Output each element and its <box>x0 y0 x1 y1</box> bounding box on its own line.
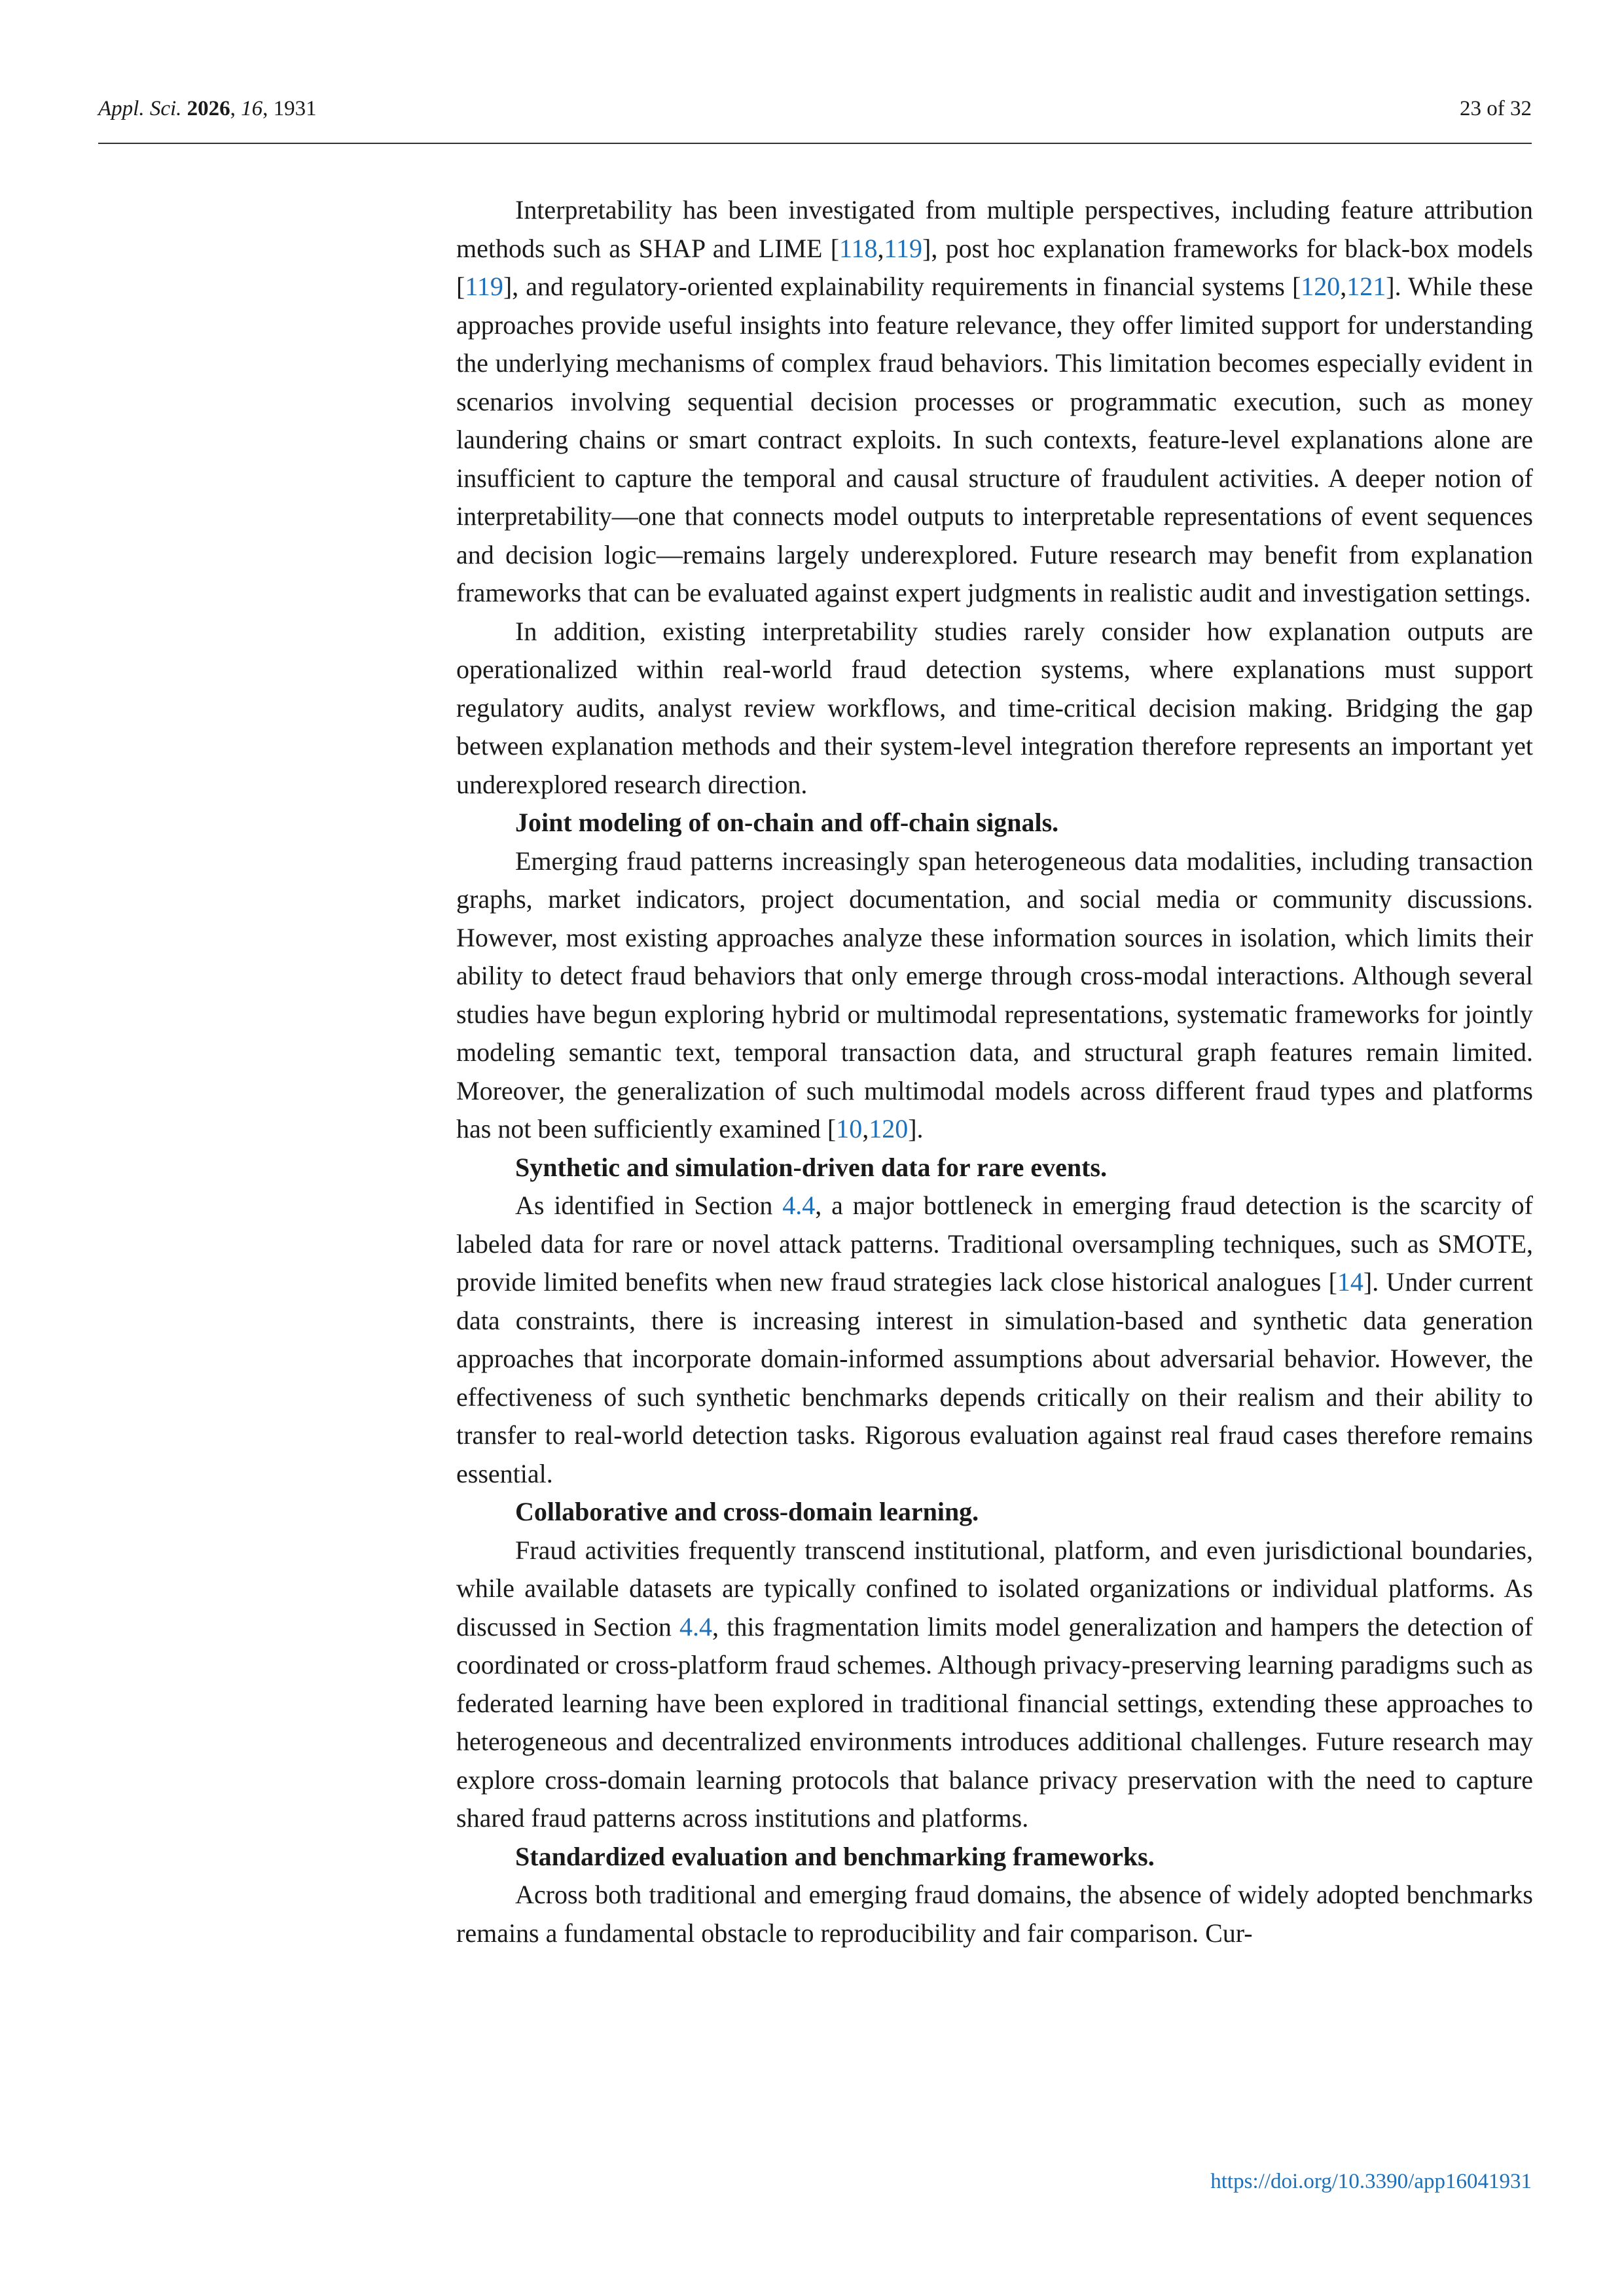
citation-link[interactable]: 14 <box>1337 1267 1363 1297</box>
text-run: Emerging fraud patterns increasingly span heterogeneous data modalities, including transaction graphs, market indicators, project documentation, and social media or community discussions. However, most existing approaches analyze these information sources in isolation, which limits their ability to detect fraud behaviors that only emerge through cross-modal interactions. Although several studies have begun exploring hybrid or multimodal representations, systematic frameworks for jointly modeling semantic text, temporal transaction data, and structural graph features remain limited. Moreover, the generalization of such multimodal models across different fraud types and platforms has not been sufficiently examined [ <box>456 846 1533 1143</box>
text-run: Interpretability has been investigated from multiple perspectives, including feature attribution methods such as SHAP and LIME [ <box>456 195 1533 263</box>
text-run: ]. While these approaches provide useful insights into feature relevance, they offer limited support for understanding the underlying mechanisms of complex fraud behaviors. This limitation becomes especially evident in scenarios involving sequential decision processes or programmatic execution, such as money laundering chains or smart contract exploits. In such contexts, feature-level explanations alone are insufficient to capture the temporal and causal structure of fraudulent activities. A deeper notion of interpretability—one that connects model outputs to interpretable representations of event sequences and decision logic—remains largely underexplored. Future research may benefit from explanation frameworks that can be evaluated against expert judgments in realistic audit and investigation settings. <box>456 272 1533 607</box>
doi-link[interactable]: https://doi.org/10.3390/app16041931 <box>1210 2170 1532 2193</box>
text-run: ]. <box>908 1114 924 1143</box>
body-paragraph <box>456 1532 1533 1838</box>
journal-year: 2026 <box>187 97 230 120</box>
citation-link[interactable]: 118 <box>839 233 878 263</box>
section-heading <box>456 1149 1533 1187</box>
body-paragraph <box>456 191 1533 613</box>
section-heading <box>456 1838 1533 1876</box>
text-run: ]. Under current data constraints, there is increasing interest in simulation-based and synthetic data generation approaches that incorporate domain-informed assumptions about adversarial behavior. However, the effectiveness of such synthetic benchmarks depends critically on their realism and their ability to transfer to real-world detection tasks. Rigorous evaluation against real fraud cases therefore remains essential. <box>456 1267 1533 1488</box>
citation-link[interactable]: 119 <box>465 272 503 301</box>
text-run: , a major bottleneck in emerging fraud detection is the scarcity of labeled data for rare or novel attack patterns. Traditional oversampling techniques, such as SMOTE, provide limited benefits when new fraud strategies lack close historical analogues [ <box>456 1191 1533 1297</box>
text-run: , this fragmentation limits model generalization and hampers the detection of coordinated or cross-platform fraud schemes. Although privacy-preserving learning paradigms such as federated learning have been explored in traditional financial settings, extending these approaches to heterogeneous and decentralized environments introduces additional challenges. Future research may explore cross-domain learning protocols that balance privacy preservation with the need to capture shared fraud patterns across institutions and platforms. <box>456 1611 1533 1833</box>
citation-link[interactable]: 121 <box>1346 272 1386 301</box>
section-heading <box>456 804 1533 842</box>
citation-link[interactable]: 120 <box>1301 272 1341 301</box>
text-run: Standardized evaluation and benchmarking frameworks. <box>515 1841 1155 1871</box>
text-run: Synthetic and simulation-driven data for rare events. <box>515 1152 1108 1182</box>
citation-link[interactable]: 120 <box>869 1114 909 1143</box>
body-paragraph <box>456 1876 1533 1952</box>
citation-link[interactable]: 4.4 <box>782 1191 816 1220</box>
text-run: , <box>862 1114 869 1143</box>
text-run: Joint modeling of on-chain and off-chain signals. <box>515 808 1059 837</box>
text-run: In addition, existing interpretability studies rarely consider how explanation outputs are operationalized within real-world fraud detection systems, where explanations must support regulatory audits, analyst review workflows, and time-critical decision making. Bridging the gap between explanation methods and their system-level integration therefore represents an important yet underexplored research direction. <box>456 616 1533 799</box>
body-paragraph <box>456 842 1533 1149</box>
body-paragraph <box>456 1187 1533 1493</box>
text-run: ], and regulatory-oriented explainability requirements in financial systems [ <box>503 272 1301 301</box>
journal-abbreviation: Appl. Sci. <box>98 97 182 120</box>
text-run: , <box>877 233 884 263</box>
page-number: 23 of 32 <box>1460 97 1532 120</box>
text-run: , <box>1340 272 1347 301</box>
article-number: 1931 <box>273 97 317 120</box>
citation-link[interactable]: 10 <box>836 1114 863 1143</box>
journal-volume: 16 <box>241 97 263 120</box>
text-run: Fraud activities frequently transcend institutional, platform, and even jurisdictional boundaries, while available datasets are typically confined to isolated organizations or individual platforms. As discussed in Section <box>456 1535 1533 1641</box>
main-text <box>456 191 1533 1952</box>
citation-link[interactable]: 119 <box>884 233 923 263</box>
section-heading <box>456 1493 1533 1532</box>
text-run: As identified in Section <box>515 1191 783 1220</box>
text-run: Across both traditional and emerging fraud domains, the absence of widely adopted benchmarks remains a fundamental obstacle to reproducibility and fair comparison. Cur- <box>456 1880 1533 1948</box>
page-header <box>98 92 1532 144</box>
journal-citation: Appl. Sci. 2026, 16, 1931 <box>98 97 317 120</box>
text-run: ], post hoc explanation frameworks for black-box models [ <box>456 233 1533 301</box>
body-paragraph <box>456 613 1533 804</box>
citation-link[interactable]: 4.4 <box>679 1611 713 1641</box>
text-run: Collaborative and cross-domain learning. <box>515 1497 979 1526</box>
